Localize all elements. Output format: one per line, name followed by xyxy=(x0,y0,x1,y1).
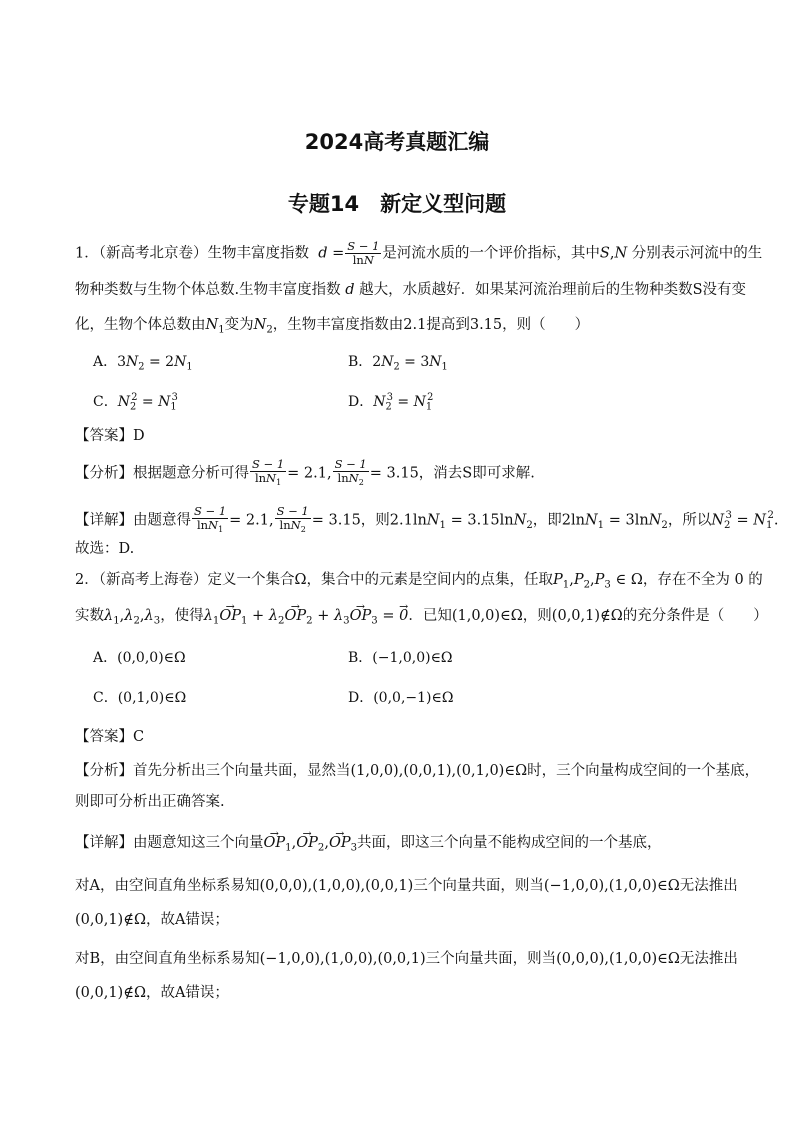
q2-line-2: 实数$\lambda_1,\lambda_2,\lambda_3$，使得$\lambda_1\to OP_1 + \lambda_2\to OP_2 + \lambda_3\to OP_3$ = → 0．已知(1,0,0)∈Ω，则(0,0,1)∉Ω的充分条件是（ ） xyxy=(75,605,768,633)
q2-detail: 【详解】由题意知这三个向量→ $OP_1,\to OP_2,\to OP_3$共面，即这三个向量不能构成空间的一个基底， xyxy=(75,832,662,860)
q1-option-c: C．$N_2^2 = N_1^3$ xyxy=(93,392,178,413)
q2-option-b: B．(−1,0,0)∈Ω xyxy=(348,650,453,666)
q2-case-a-1: 对A，由空间直角坐标系易知(0,0,0),(1,0,0),(0,0,1)三个向量共面，则当(−1,0,0),(1,0,0)∈Ω无法推出 xyxy=(75,878,738,894)
q2-case-b-2: (0,0,1)∉Ω，故A错误； xyxy=(75,985,229,1001)
section-title: 专题14 新定义型问题 xyxy=(287,192,507,216)
q1-option-b: B．$2N_2 = 3N_1$ xyxy=(348,354,448,373)
q1-choose: 故选：D. xyxy=(75,541,135,557)
q1-option-a: A．$3N_2 = 2N_1$ xyxy=(93,354,193,373)
q2-option-c: C．(0,1,0)∈Ω xyxy=(93,690,187,706)
q2-analysis-2: 则即可分析出正确答案. xyxy=(75,794,225,810)
q1-line-1: 1．（新高考北京卷）生物丰富度指数 d = $\frac{S - 1}{\ln N}$ 是河流水质的一个评价指标，其中S,N 分别表示河流中的生 xyxy=(75,239,763,267)
q2-answer: 【答案】C xyxy=(75,729,145,745)
q2-case-b-1: 对B，由空间直角坐标系易知(−1,0,0),(1,0,0),(0,0,1)三个向量共面，则当(0,0,0),(1,0,0)∈Ω无法推出 xyxy=(75,951,738,967)
fraction: $\frac{S - 1}{\ln N}$ xyxy=(347,239,380,267)
q2-case-a-2: (0,0,1)∉Ω，故A错误； xyxy=(75,912,229,928)
q1-analysis: 【分析】根据题意分析可得 $\frac{S - 1}{\ln N_1}$ = 2.1, $\frac{S - 1}{\ln N_2}$ = 3.15，消去S即可求解. xyxy=(75,457,535,487)
q2-option-d: D．(0,0,−1)∈Ω xyxy=(348,690,454,706)
q2-line-1: 2．（新高考上海卷）定义一个集合Ω，集合中的元素是空间内的点集，任取$P_1,P_2,P_3$ ∈ Ω，存在不全为 0 的 xyxy=(75,572,763,591)
q1-line-3: 化，生物个体总数由$N_1$变为$N_2$，生物丰富度指数由2.1提高到3.15，则（ ） xyxy=(75,317,590,336)
q1-detail: 【详解】由题意得 $\frac{S - 1}{\ln N_1}$ = 2.1, $\frac{S - 1}{\ln N_2}$ = 3.15，则2.1lnN$_1$ = 3.15lnN$_2$，即2lnN$_1$ = 3lnN$_2$，所以$N_2^3 = N_1^2$. xyxy=(75,504,779,534)
q2-option-a: A．(0,0,0)∈Ω xyxy=(93,650,186,666)
q1-line-2: 物种类数与生物个体总数.生物丰富度指数 d 越大，水质越好．如果某河流治理前后的生物种类数S没有变 xyxy=(75,282,747,298)
q1-answer: 【答案】D xyxy=(75,428,145,444)
page-title: 2024高考真题汇编 xyxy=(304,130,490,154)
q2-analysis-1: 【分析】首先分析出三个向量共面，显然当(1,0,0),(0,0,1),(0,1,0)∈Ω时，三个向量构成空间的一个基底， xyxy=(75,763,760,779)
q1-option-d: D．$N_2^3 = N_1^2$ xyxy=(348,392,434,413)
formula-d: d = xyxy=(313,245,345,262)
